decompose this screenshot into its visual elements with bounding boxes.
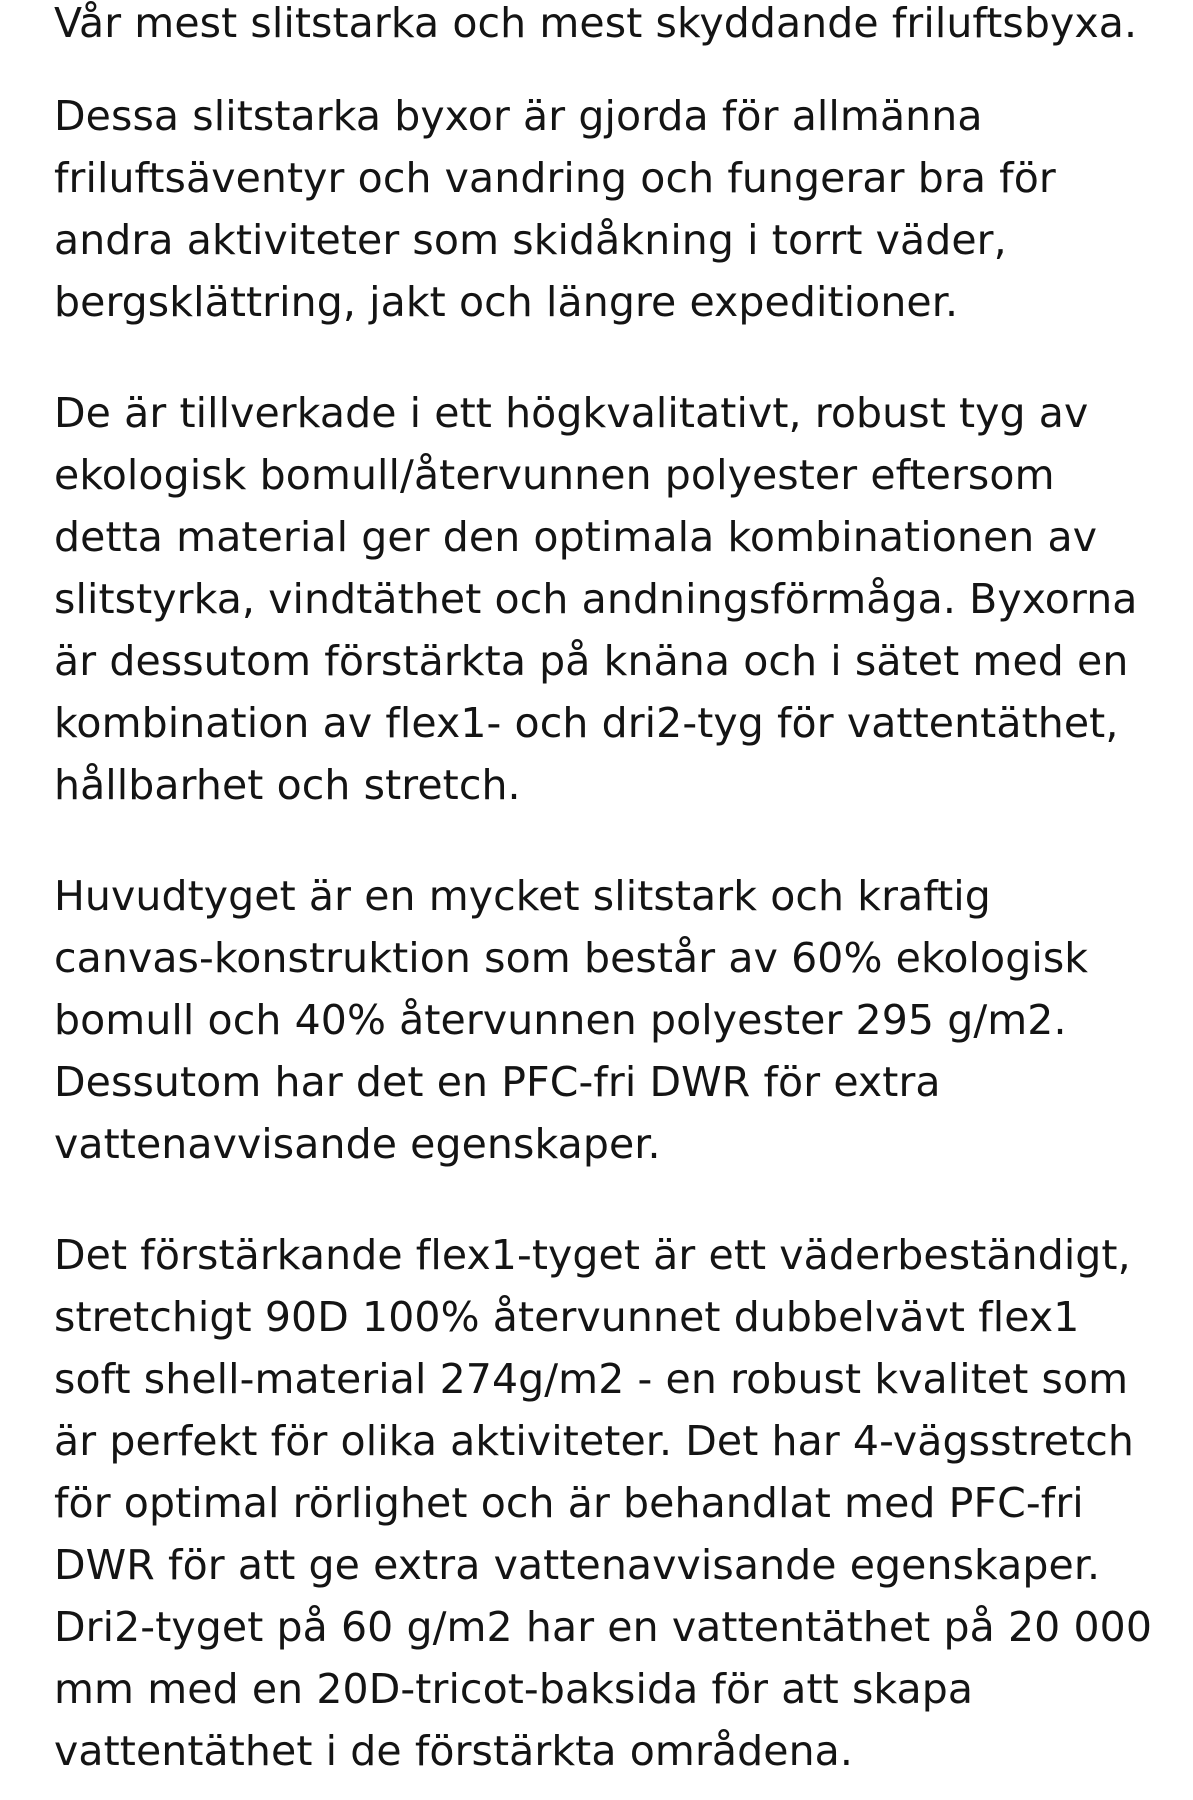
description-usage: Dessa slitstarka byxor är gjorda för allmänna friluftsäventyr och vandring och fungerar bra för andra aktiviteter som skidåkning i torrt väder, bergsklättring, jakt och längre expeditioner. xyxy=(54,92,1056,326)
description-reinforcement-fabric: Det förstärkande flex1-tyget är ett väderbeständigt, stretchigt 90D 100% återvunnet dubbelvävt flex1 soft shell-material 274g/m2 - en robust kvalitet som är perfekt för olika aktiviteter. Det har 4-vägsstretch för optimal rörlighet och är behandlat med PFC-fri DWR för att ge extra vattenavvisande egenskaper. Dri2-tyget på 60 g/m2 har en vattentäthet på 20 000 mm med en 20D-tricot-baksida för att skapa vattentäthet i de förstärkta områdena. xyxy=(54,1231,1153,1775)
description-material: De är tillverkade i ett högkvalitativt, robust tyg av ekologisk bomull/återvunnen polyester eftersom detta material ger den optimala kombinationen av slitstyrka, vindtäthet och andningsförmåga. Byxorna är dessutom förstärkta på knäna och i sätet med en kombination av flex1- och dri2-tyg för vattentäthet, hållbarhet och stretch. xyxy=(54,389,1138,809)
description-main-fabric: Huvudtyget är en mycket slitstark och kraftig canvas-konstruktion som består av 60% ekologisk bomull och 40% återvunnen polyester 295 g/m2. Dessutom har det en PFC-fri DWR för extra vattenavvisande egenskaper. xyxy=(54,872,1089,1168)
description-intro: Vår mest slitstarka och mest skyddande friluftsbyxa. xyxy=(54,0,1138,47)
